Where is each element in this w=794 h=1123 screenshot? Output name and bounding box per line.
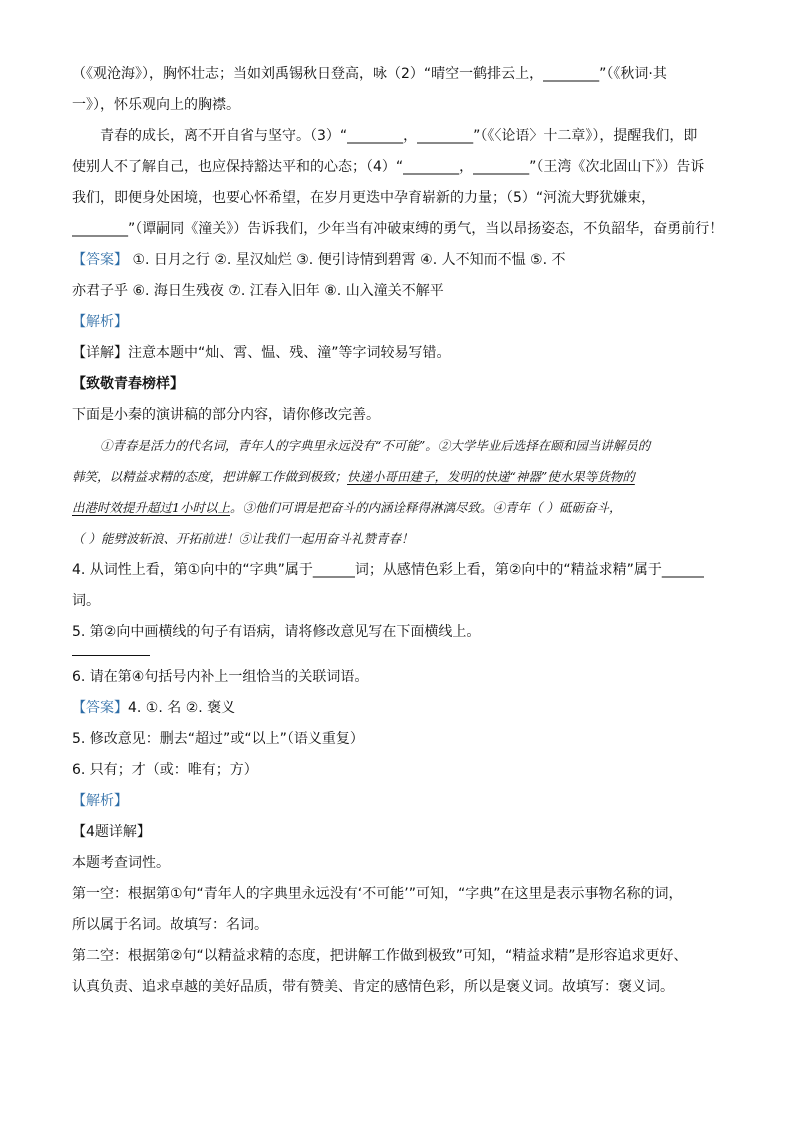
question-5: 5. 第②向中画横线的句子有语病，请将修改意见写在下面横线上。 bbox=[72, 624, 481, 640]
question-6: 6. 请在第④句括号内补上一组恰当的关联词语。 bbox=[72, 669, 369, 685]
speech-excerpt bbox=[72, 436, 724, 549]
answer-text: 5. 修改意见：删去“超过”或“以上”（语义重复） bbox=[72, 731, 364, 747]
speech-line bbox=[72, 498, 724, 518]
answer-text: 6. 只有；才（或：唯有；方） bbox=[72, 762, 258, 778]
underlined-sentence: 快递小哥田建子，发明的快递“神器”使水果等货物的 bbox=[347, 469, 635, 484]
analysis-tag: 【解析】 bbox=[72, 793, 128, 809]
text-line: 我们，即便身处困境，也要心怀希望，在岁月更迭中孕育崭新的力量；（5）“河流大野犹嫌束， bbox=[72, 190, 656, 206]
analysis-text: 认真负责、追求卓越的美好品质，带有赞美、肯定的感情色彩，所以是褒义词。故填写：褒义词。 bbox=[72, 979, 674, 995]
text-line: ________”（谭嗣同《潼关》）告诉我们，少年当有冲破束缚的勇气，当以昂扬姿态，不负韶华，奋勇前行！ bbox=[72, 221, 724, 237]
answer-block-2 bbox=[72, 698, 724, 780]
text-line: 青春的成长，离不开自省与坚守。（3）“________，________”（《〈论语〉十二章》），提醒我们，即 bbox=[100, 128, 698, 144]
answer-tag: 【答案】 bbox=[72, 252, 128, 268]
analysis-block-2 bbox=[72, 791, 724, 997]
poem-fill-paragraph bbox=[72, 64, 724, 239]
speech-line: （ ）能劈波斩浪、开拓前进！⑤让我们一起用奋斗礼赞青春！ bbox=[72, 531, 414, 546]
document-page bbox=[72, 64, 724, 997]
speech-text: 韩笑，以精益求精的态度，把讲解工作做到极致； bbox=[72, 469, 348, 484]
speech-line: ①青春是活力的代名词，青年人的字典里永远没有“不可能”。②大学毕业后选择在颐和园当讲解员的 bbox=[100, 438, 651, 453]
answer-text: 4. ①. 名 ②. 褒义 bbox=[128, 700, 236, 716]
section-heading: 【致敬青春榜样】 bbox=[72, 376, 184, 392]
analysis-subheading: 【4题详解】 bbox=[72, 824, 151, 840]
speech-text: 。③他们可谓是把奋斗的内涵诠释得淋漓尽致。④青年（ ）砥砺奋斗， bbox=[229, 500, 622, 515]
question-4-cont: 词。 bbox=[72, 593, 100, 609]
analysis-block-1 bbox=[72, 312, 724, 363]
answer-text: 亦君子乎 ⑥. 海日生残夜 ⑦. 江春入旧年 ⑧. 山入潼关不解平 bbox=[72, 283, 444, 299]
section-intro: 下面是小秦的演讲稿的部分内容，请你修改完善。 bbox=[72, 407, 380, 423]
answer-text: ①. 日月之行 ②. 星汉灿烂 ③. 便引诗情到碧霄 ④. 人不知而不愠 ⑤. 不 bbox=[128, 252, 566, 268]
answer-rule bbox=[72, 654, 150, 656]
underlined-sentence: 出港时效提升超过1小时以上 bbox=[72, 500, 230, 515]
analysis-text: 所以属于名词。故填写：名词。 bbox=[72, 917, 268, 933]
analysis-tag: 【解析】 bbox=[72, 314, 128, 330]
analysis-detail: 【详解】注意本题中“灿、霄、愠、残、潼”等字词较易写错。 bbox=[72, 345, 451, 361]
analysis-text: 第一空：根据第①句“青年人的字典里永远没有‘不可能’”可知，“字典”在这里是表示事物名称的词， bbox=[72, 886, 683, 902]
speech-line bbox=[72, 467, 724, 487]
answer-block-1 bbox=[72, 250, 724, 301]
text-line: （《观沧海》），胸怀壮志；当如刘禹锡秋日登高，咏（2）“晴空一鹤排云上，________”（《秋词·其 bbox=[72, 66, 667, 82]
section-youth-models bbox=[72, 374, 724, 425]
question-4: 4. 从词性上看，第①向中的“字典”属于______词；从感情色彩上看，第②向中的“精益求精”属于______ bbox=[72, 562, 704, 578]
analysis-text: 本题考查词性。 bbox=[72, 855, 170, 871]
answer-tag: 【答案】 bbox=[72, 700, 128, 716]
text-line: 使别人不了解自己，也应保持豁达平和的心态；（4）“________，________”（王湾《次北固山下》）告诉 bbox=[72, 159, 705, 175]
analysis-text: 第二空：根据第②句“以精益求精的态度，把讲解工作做到极致”可知，“精益求精”是形容追求更好、 bbox=[72, 948, 688, 964]
questions-block bbox=[72, 560, 724, 687]
text-line: 一》），怀乐观向上的胸襟。 bbox=[72, 97, 240, 113]
